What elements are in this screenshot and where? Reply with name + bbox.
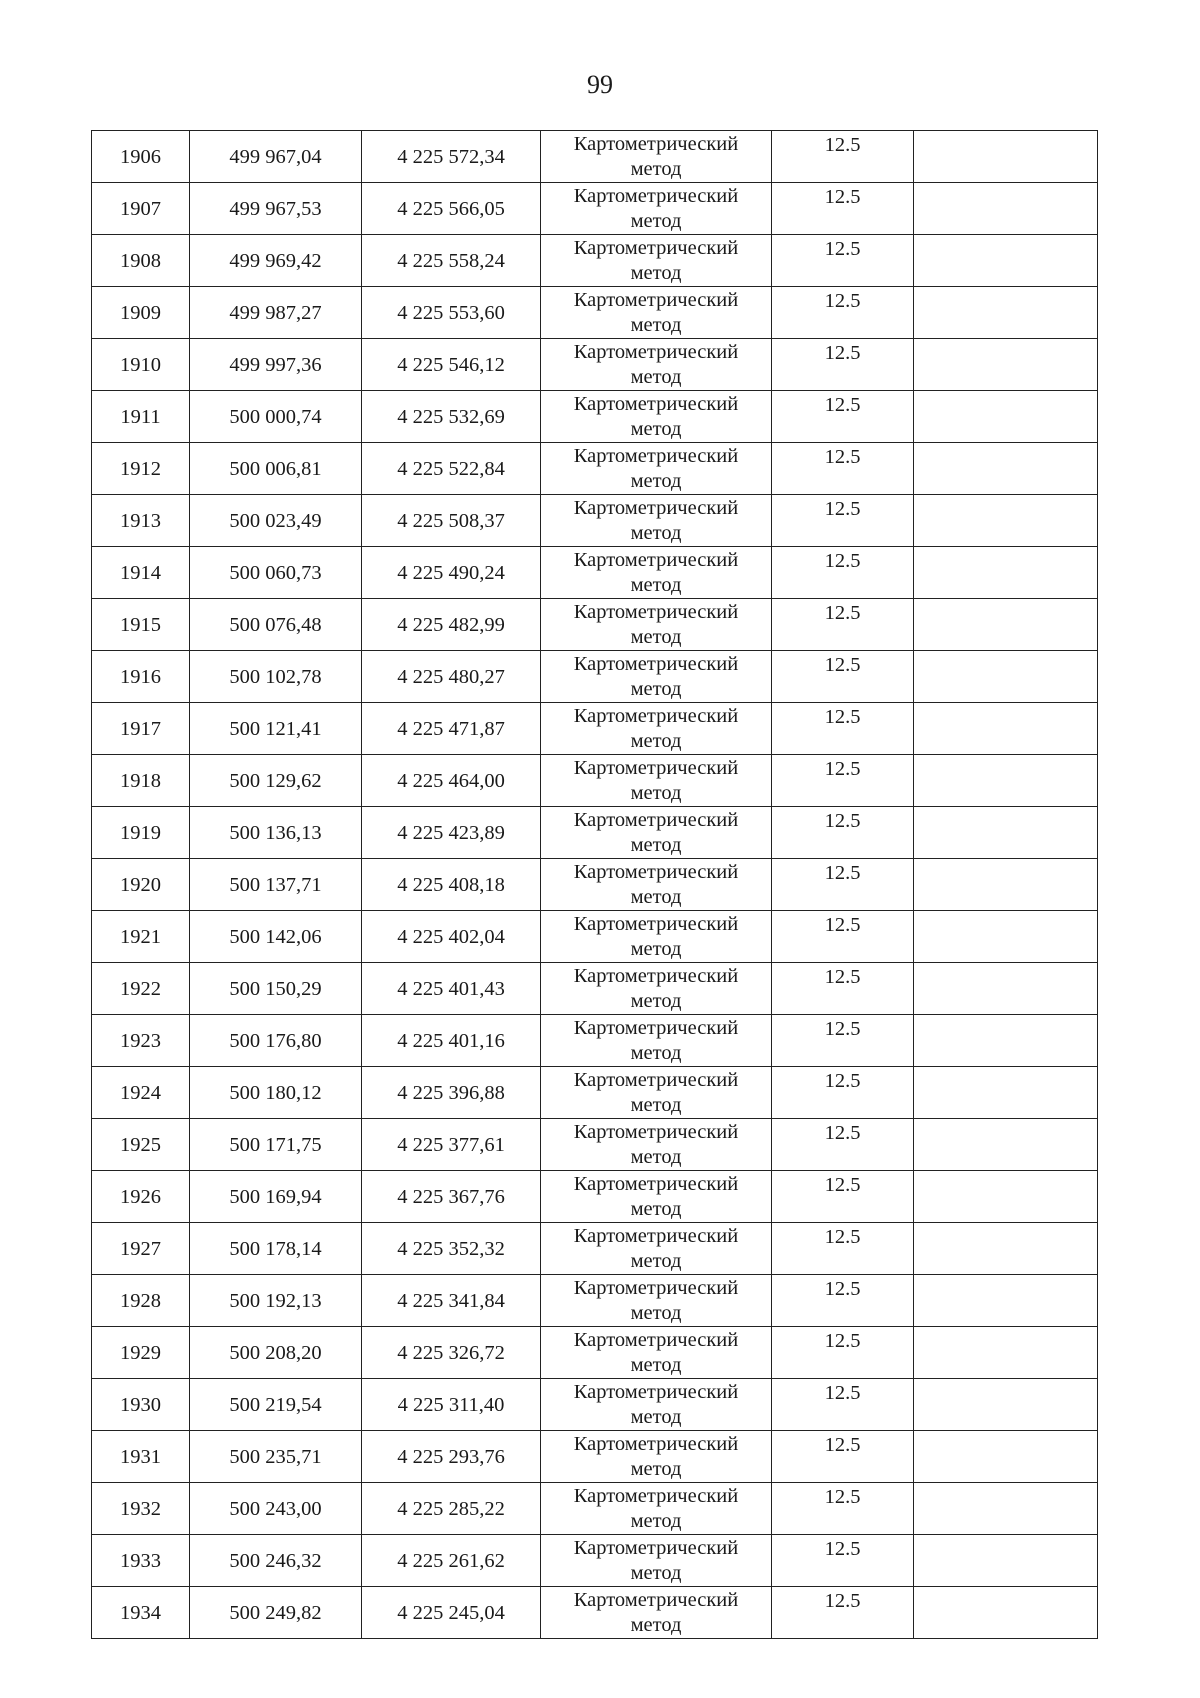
method-cell (541, 1535, 772, 1587)
point-number-cell: 1909 (92, 287, 190, 339)
x-coordinate-cell: 500 060,73 (190, 547, 362, 599)
x-coordinate-cell: 500 219,54 (190, 1379, 362, 1431)
method-cell (541, 859, 772, 911)
table-row (92, 1379, 1098, 1431)
method-line-1: Картометрический (573, 341, 739, 363)
method-line-2: метод (630, 314, 682, 336)
method-cell (541, 651, 772, 703)
table-row (92, 1535, 1098, 1587)
empty-cell (914, 651, 1098, 703)
empty-cell (914, 287, 1098, 339)
accuracy-cell: 12.5 (772, 807, 914, 859)
accuracy-cell: 12.5 (772, 391, 914, 443)
method-line-1: Картометрический (573, 757, 739, 779)
accuracy-cell: 12.5 (772, 1015, 914, 1067)
empty-cell (914, 1431, 1098, 1483)
point-number-cell: 1908 (92, 235, 190, 287)
accuracy-cell: 12.5 (772, 1379, 914, 1431)
y-coordinate-cell: 4 225 482,99 (362, 599, 541, 651)
table-row (92, 807, 1098, 859)
empty-cell (914, 1119, 1098, 1171)
y-coordinate-cell: 4 225 402,04 (362, 911, 541, 963)
y-coordinate-cell: 4 225 408,18 (362, 859, 541, 911)
y-coordinate-cell: 4 225 490,24 (362, 547, 541, 599)
x-coordinate-cell: 499 969,42 (190, 235, 362, 287)
accuracy-cell: 12.5 (772, 911, 914, 963)
method-line-2: метод (630, 1198, 682, 1220)
x-coordinate-cell: 500 023,49 (190, 495, 362, 547)
method-line-2: метод (630, 210, 682, 232)
x-coordinate-cell: 500 142,06 (190, 911, 362, 963)
empty-cell (914, 1275, 1098, 1327)
method-line-1: Картометрический (573, 601, 739, 623)
x-coordinate-cell: 500 235,71 (190, 1431, 362, 1483)
method-cell (541, 391, 772, 443)
method-line-2: метод (630, 782, 682, 804)
method-line-2: метод (630, 574, 682, 596)
empty-cell (914, 1327, 1098, 1379)
empty-cell (914, 547, 1098, 599)
y-coordinate-cell: 4 225 471,87 (362, 703, 541, 755)
method-cell (541, 131, 772, 183)
accuracy-cell: 12.5 (772, 1483, 914, 1535)
table-row (92, 859, 1098, 911)
point-number-cell: 1911 (92, 391, 190, 443)
table-row (92, 1483, 1098, 1535)
method-cell (541, 1327, 772, 1379)
empty-cell (914, 235, 1098, 287)
method-line-1: Картометрический (573, 1329, 739, 1351)
accuracy-cell: 12.5 (772, 183, 914, 235)
y-coordinate-cell: 4 225 532,69 (362, 391, 541, 443)
x-coordinate-cell: 500 102,78 (190, 651, 362, 703)
method-cell (541, 287, 772, 339)
method-cell (541, 339, 772, 391)
table-row (92, 339, 1098, 391)
table-row (92, 1171, 1098, 1223)
accuracy-cell: 12.5 (772, 703, 914, 755)
method-cell (541, 807, 772, 859)
point-number-cell: 1921 (92, 911, 190, 963)
table-row (92, 443, 1098, 495)
y-coordinate-cell: 4 225 261,62 (362, 1535, 541, 1587)
method-line-1: Картометрический (573, 1485, 739, 1507)
point-number-cell: 1932 (92, 1483, 190, 1535)
point-number-cell: 1920 (92, 859, 190, 911)
x-coordinate-cell: 499 967,53 (190, 183, 362, 235)
empty-cell (914, 1379, 1098, 1431)
method-line-1: Картометрический (573, 393, 739, 415)
method-cell (541, 1275, 772, 1327)
point-number-cell: 1919 (92, 807, 190, 859)
x-coordinate-cell: 500 136,13 (190, 807, 362, 859)
method-cell (541, 963, 772, 1015)
x-coordinate-cell: 500 076,48 (190, 599, 362, 651)
point-number-cell: 1917 (92, 703, 190, 755)
method-line-1: Картометрический (573, 1277, 739, 1299)
x-coordinate-cell: 500 176,80 (190, 1015, 362, 1067)
method-line-2: метод (630, 1458, 682, 1480)
point-number-cell: 1907 (92, 183, 190, 235)
method-line-2: метод (630, 990, 682, 1012)
coordinates-table-body (92, 131, 1098, 1639)
method-cell (541, 1067, 772, 1119)
method-line-1: Картометрический (573, 705, 739, 727)
y-coordinate-cell: 4 225 480,27 (362, 651, 541, 703)
point-number-cell: 1933 (92, 1535, 190, 1587)
method-cell (541, 443, 772, 495)
table-row (92, 1327, 1098, 1379)
accuracy-cell: 12.5 (772, 287, 914, 339)
method-cell (541, 183, 772, 235)
method-cell (541, 547, 772, 599)
method-line-1: Картометрический (573, 237, 739, 259)
point-number-cell: 1927 (92, 1223, 190, 1275)
accuracy-cell: 12.5 (772, 1067, 914, 1119)
empty-cell (914, 495, 1098, 547)
method-line-1: Картометрический (573, 653, 739, 675)
method-cell (541, 1119, 772, 1171)
x-coordinate-cell: 500 246,32 (190, 1535, 362, 1587)
empty-cell (914, 1587, 1098, 1639)
y-coordinate-cell: 4 225 423,89 (362, 807, 541, 859)
accuracy-cell: 12.5 (772, 235, 914, 287)
empty-cell (914, 703, 1098, 755)
x-coordinate-cell: 500 137,71 (190, 859, 362, 911)
accuracy-cell: 12.5 (772, 1275, 914, 1327)
point-number-cell: 1914 (92, 547, 190, 599)
accuracy-cell: 12.5 (772, 1223, 914, 1275)
table-row (92, 391, 1098, 443)
method-line-2: метод (630, 366, 682, 388)
table-row (92, 1223, 1098, 1275)
y-coordinate-cell: 4 225 311,40 (362, 1379, 541, 1431)
method-line-2: метод (630, 1250, 682, 1272)
method-line-2: метод (630, 158, 682, 180)
accuracy-cell: 12.5 (772, 963, 914, 1015)
method-line-2: метод (630, 1614, 682, 1636)
table-row (92, 599, 1098, 651)
method-cell (541, 599, 772, 651)
point-number-cell: 1922 (92, 963, 190, 1015)
x-coordinate-cell: 500 208,20 (190, 1327, 362, 1379)
empty-cell (914, 859, 1098, 911)
point-number-cell: 1925 (92, 1119, 190, 1171)
accuracy-cell: 12.5 (772, 547, 914, 599)
table-row (92, 235, 1098, 287)
x-coordinate-cell: 500 243,00 (190, 1483, 362, 1535)
y-coordinate-cell: 4 225 401,43 (362, 963, 541, 1015)
method-cell (541, 1379, 772, 1431)
y-coordinate-cell: 4 225 245,04 (362, 1587, 541, 1639)
empty-cell (914, 1535, 1098, 1587)
x-coordinate-cell: 500 171,75 (190, 1119, 362, 1171)
method-line-1: Картометрический (573, 289, 739, 311)
x-coordinate-cell: 499 967,04 (190, 131, 362, 183)
method-cell (541, 1015, 772, 1067)
empty-cell (914, 755, 1098, 807)
table-row (92, 755, 1098, 807)
method-line-1: Картометрический (573, 1589, 739, 1611)
x-coordinate-cell: 500 178,14 (190, 1223, 362, 1275)
empty-cell (914, 1015, 1098, 1067)
accuracy-cell: 12.5 (772, 1171, 914, 1223)
method-line-2: метод (630, 418, 682, 440)
point-number-cell: 1929 (92, 1327, 190, 1379)
method-line-1: Картометрический (573, 445, 739, 467)
x-coordinate-cell: 500 249,82 (190, 1587, 362, 1639)
accuracy-cell: 12.5 (772, 755, 914, 807)
empty-cell (914, 807, 1098, 859)
point-number-cell: 1918 (92, 755, 190, 807)
method-line-1: Картометрический (573, 1381, 739, 1403)
accuracy-cell: 12.5 (772, 651, 914, 703)
x-coordinate-cell: 499 997,36 (190, 339, 362, 391)
accuracy-cell: 12.5 (772, 859, 914, 911)
empty-cell (914, 1067, 1098, 1119)
method-line-2: метод (630, 938, 682, 960)
method-line-2: метод (630, 1354, 682, 1376)
empty-cell (914, 443, 1098, 495)
method-line-1: Картометрический (573, 1173, 739, 1195)
method-cell (541, 1171, 772, 1223)
point-number-cell: 1924 (92, 1067, 190, 1119)
y-coordinate-cell: 4 225 546,12 (362, 339, 541, 391)
y-coordinate-cell: 4 225 326,72 (362, 1327, 541, 1379)
empty-cell (914, 1223, 1098, 1275)
method-line-1: Картометрический (573, 965, 739, 987)
method-line-2: метод (630, 1094, 682, 1116)
y-coordinate-cell: 4 225 572,34 (362, 131, 541, 183)
method-line-2: метод (630, 730, 682, 752)
method-line-2: метод (630, 1406, 682, 1428)
empty-cell (914, 1483, 1098, 1535)
x-coordinate-cell: 500 129,62 (190, 755, 362, 807)
method-line-1: Картометрический (573, 861, 739, 883)
coordinates-table (91, 130, 1098, 1639)
x-coordinate-cell: 500 000,74 (190, 391, 362, 443)
table-row (92, 1015, 1098, 1067)
method-cell (541, 1223, 772, 1275)
page-number: 99 (587, 70, 613, 99)
empty-cell (914, 911, 1098, 963)
y-coordinate-cell: 4 225 508,37 (362, 495, 541, 547)
y-coordinate-cell: 4 225 352,32 (362, 1223, 541, 1275)
accuracy-cell: 12.5 (772, 1327, 914, 1379)
accuracy-cell: 12.5 (772, 1431, 914, 1483)
table-row (92, 183, 1098, 235)
y-coordinate-cell: 4 225 285,22 (362, 1483, 541, 1535)
table-row (92, 131, 1098, 183)
accuracy-cell: 12.5 (772, 1587, 914, 1639)
table-row (92, 1587, 1098, 1639)
table-row (92, 651, 1098, 703)
empty-cell (914, 339, 1098, 391)
y-coordinate-cell: 4 225 553,60 (362, 287, 541, 339)
table-row (92, 1119, 1098, 1171)
method-line-2: метод (630, 1562, 682, 1584)
point-number-cell: 1912 (92, 443, 190, 495)
point-number-cell: 1915 (92, 599, 190, 651)
y-coordinate-cell: 4 225 367,76 (362, 1171, 541, 1223)
method-cell (541, 1587, 772, 1639)
method-line-2: метод (630, 1510, 682, 1532)
method-line-1: Картометрический (573, 549, 739, 571)
table-row (92, 495, 1098, 547)
method-line-2: метод (630, 834, 682, 856)
method-line-2: метод (630, 262, 682, 284)
method-line-1: Картометрический (573, 1225, 739, 1247)
method-line-2: метод (630, 626, 682, 648)
y-coordinate-cell: 4 225 464,00 (362, 755, 541, 807)
method-line-1: Картометрический (573, 1537, 739, 1559)
accuracy-cell: 12.5 (772, 495, 914, 547)
method-cell (541, 755, 772, 807)
method-line-1: Картометрический (573, 133, 739, 155)
point-number-cell: 1913 (92, 495, 190, 547)
point-number-cell: 1928 (92, 1275, 190, 1327)
empty-cell (914, 131, 1098, 183)
method-line-2: метод (630, 886, 682, 908)
x-coordinate-cell: 500 192,13 (190, 1275, 362, 1327)
method-line-1: Картометрический (573, 913, 739, 935)
point-number-cell: 1926 (92, 1171, 190, 1223)
table-row (92, 1067, 1098, 1119)
y-coordinate-cell: 4 225 558,24 (362, 235, 541, 287)
method-line-1: Картометрический (573, 497, 739, 519)
y-coordinate-cell: 4 225 293,76 (362, 1431, 541, 1483)
empty-cell (914, 963, 1098, 1015)
point-number-cell: 1931 (92, 1431, 190, 1483)
method-line-1: Картометрический (573, 1069, 739, 1091)
point-number-cell: 1906 (92, 131, 190, 183)
method-line-2: метод (630, 678, 682, 700)
method-cell (541, 1431, 772, 1483)
empty-cell (914, 391, 1098, 443)
method-line-2: метод (630, 1302, 682, 1324)
method-line-2: метод (630, 1042, 682, 1064)
accuracy-cell: 12.5 (772, 1119, 914, 1171)
accuracy-cell: 12.5 (772, 131, 914, 183)
table-row (92, 703, 1098, 755)
table-row (92, 911, 1098, 963)
method-cell (541, 235, 772, 287)
table-row (92, 287, 1098, 339)
accuracy-cell: 12.5 (772, 443, 914, 495)
y-coordinate-cell: 4 225 566,05 (362, 183, 541, 235)
method-line-2: метод (630, 470, 682, 492)
method-line-1: Картометрический (573, 809, 739, 831)
accuracy-cell: 12.5 (772, 599, 914, 651)
y-coordinate-cell: 4 225 341,84 (362, 1275, 541, 1327)
method-cell (541, 703, 772, 755)
empty-cell (914, 183, 1098, 235)
method-line-1: Картометрический (573, 185, 739, 207)
y-coordinate-cell: 4 225 396,88 (362, 1067, 541, 1119)
method-line-1: Картометрический (573, 1433, 739, 1455)
point-number-cell: 1934 (92, 1587, 190, 1639)
x-coordinate-cell: 500 150,29 (190, 963, 362, 1015)
y-coordinate-cell: 4 225 401,16 (362, 1015, 541, 1067)
x-coordinate-cell: 500 121,41 (190, 703, 362, 755)
y-coordinate-cell: 4 225 377,61 (362, 1119, 541, 1171)
x-coordinate-cell: 500 180,12 (190, 1067, 362, 1119)
method-line-2: метод (630, 522, 682, 544)
table-row (92, 1275, 1098, 1327)
table-row (92, 1431, 1098, 1483)
accuracy-cell: 12.5 (772, 339, 914, 391)
method-cell (541, 495, 772, 547)
empty-cell (914, 599, 1098, 651)
table-row (92, 963, 1098, 1015)
x-coordinate-cell: 500 169,94 (190, 1171, 362, 1223)
method-line-2: метод (630, 1146, 682, 1168)
method-line-1: Картометрический (573, 1017, 739, 1039)
method-cell (541, 911, 772, 963)
empty-cell (914, 1171, 1098, 1223)
point-number-cell: 1910 (92, 339, 190, 391)
table-row (92, 547, 1098, 599)
x-coordinate-cell: 499 987,27 (190, 287, 362, 339)
point-number-cell: 1923 (92, 1015, 190, 1067)
method-line-1: Картометрический (573, 1121, 739, 1143)
y-coordinate-cell: 4 225 522,84 (362, 443, 541, 495)
point-number-cell: 1930 (92, 1379, 190, 1431)
point-number-cell: 1916 (92, 651, 190, 703)
x-coordinate-cell: 500 006,81 (190, 443, 362, 495)
method-cell (541, 1483, 772, 1535)
accuracy-cell: 12.5 (772, 1535, 914, 1587)
